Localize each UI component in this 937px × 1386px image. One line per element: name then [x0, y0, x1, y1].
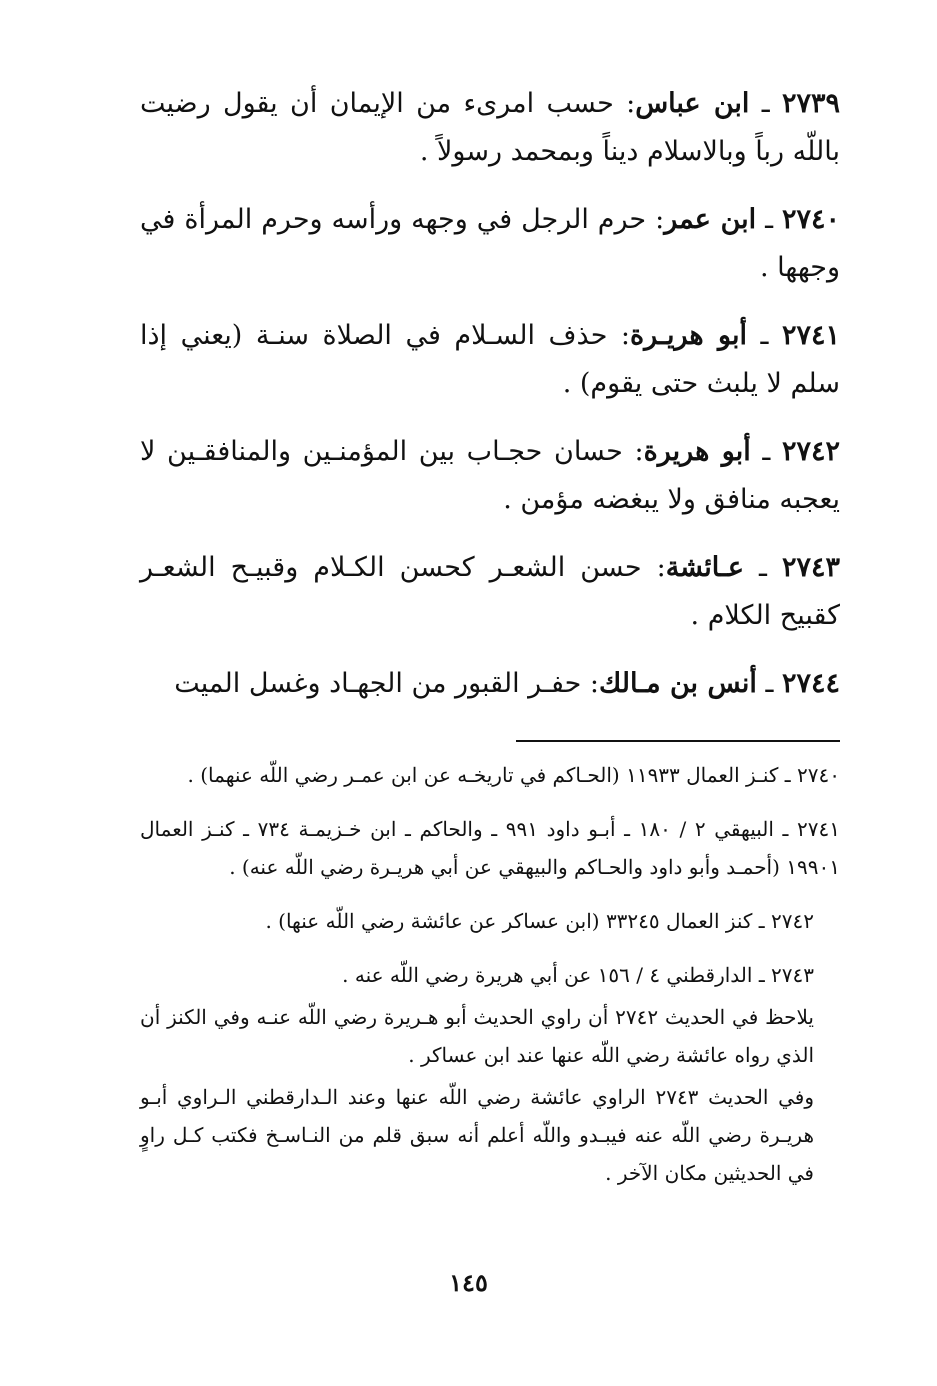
colon: :: [622, 436, 644, 467]
footnote: ٢٧٤٠ ـ كنـز العمال ١١٩٣٣ (الحـاكم في تاريخـه عن ابن عمـر رضي اللّه عنهما) .: [187, 763, 840, 787]
hadith-number: ٢٧٤١: [781, 320, 840, 351]
hadith-number: ٢٧٣٩: [781, 88, 840, 119]
hadith-text: حفـر القبور من الجهـاد وغسل الميت: [174, 668, 582, 699]
hadith-narrator: أبو هريـرة: [630, 320, 747, 351]
hadith-entry: [140, 660, 840, 708]
dash: ـ: [750, 436, 771, 467]
footnote: ٢٧٤١ ـ البيهقي ٢ / ١٨٠ ـ أبـو داود ٩٩١ ـ والحاكم ـ ابن خـزيمـة ٧٣٤ ـ كنـز العمال ١٩٩٠١ (أحمـد وأبو داود والحـاكم والبيهقي عن أبي هريـرة رضي اللّه عنه) .: [140, 817, 840, 879]
hadith-text: حذف السـلام في الصلاة سنـة (يعني إذا سلم لا يلبث حتى يقوم) .: [140, 320, 840, 399]
hadith-text: حسان حجـاب بين المؤمنـين والمنافقـين لا يعجبه منافق ولا يبغضه مؤمن .: [140, 436, 840, 515]
footnote: ٢٧٤٣ ـ الدارقطني ٤ / ١٥٦ عن أبي هريرة رضي اللّه عنه .: [342, 963, 814, 987]
footnotes: [140, 756, 840, 1208]
colon: :: [613, 88, 636, 119]
hadith-number: ٢٧٤٢: [782, 436, 841, 467]
hadith-narrator: ابن عمر: [664, 204, 757, 235]
dash: ـ: [744, 552, 767, 583]
footnote-remark: يلاحظ في الحديث ٢٧٤٢ أن راوي الحديث أبو هـريرة رضي اللّه عنـه وفي الكنز أن الذي رواه عائشة رضي اللّه عنها عند ابن عساكر .: [140, 1005, 814, 1067]
hadith-entry: [140, 312, 840, 408]
dash: ـ: [756, 204, 774, 235]
dash: ـ: [749, 88, 770, 119]
hadith-narrator: ابن عباس: [635, 88, 750, 119]
hadith-entry: [140, 196, 840, 292]
hadith-number: ٢٧٤٤: [781, 668, 840, 699]
hadith-text: حسن الشعـر كحسن الكـلام وقبيـح الشعـر كقبيح الكلام .: [140, 552, 840, 631]
hadith-narrator: أبو هريرة: [643, 436, 751, 467]
colon: :: [581, 668, 599, 699]
hadith-entry: [140, 544, 840, 640]
colon: :: [641, 552, 666, 583]
page-number: ١٤٥: [449, 1268, 488, 1297]
colon: :: [607, 320, 631, 351]
dash: ـ: [746, 320, 769, 351]
hadith-entry: [140, 428, 840, 524]
footnote: ٢٧٤٢ ـ كنز العمال ٣٣٢٤٥ (ابن عساكر عن عائشة رضي اللّه عنها) .: [265, 909, 814, 933]
hadith-entry: [140, 80, 840, 176]
main-text: [140, 80, 841, 1185]
colon: :: [646, 204, 665, 235]
hadith-narrator: عـائشة: [665, 552, 745, 583]
hadith-number: ٢٧٤٠: [782, 204, 841, 235]
hadith-text: حرم الرجل في وجهه ورأسه وحرم المرأة في وجهها .: [140, 204, 840, 283]
footnote-remark: وفي الحديث ٢٧٤٣ الراوي عائشة رضي اللّه عنها وعند الـدارقطني الـراوي أبـو هريـرة رضي اللّه عنه فيبـدو واللّه أعلم أنه سبق قلم من النـاسـخ فكتب كـل راوٍ في الحديثين مكان الآخر .: [140, 1085, 814, 1185]
footnote-separator: [516, 740, 840, 742]
hadith-text: حسب امرىء من الإيمان أن يقول رضيت باللّه رباً وبالاسلام ديناً وبمحمد رسولاً .: [140, 88, 840, 167]
hadith-narrator: أنس بن مـالك: [599, 668, 757, 699]
dash: ـ: [756, 668, 774, 699]
hadith-number: ٢٧٤٣: [781, 552, 840, 583]
